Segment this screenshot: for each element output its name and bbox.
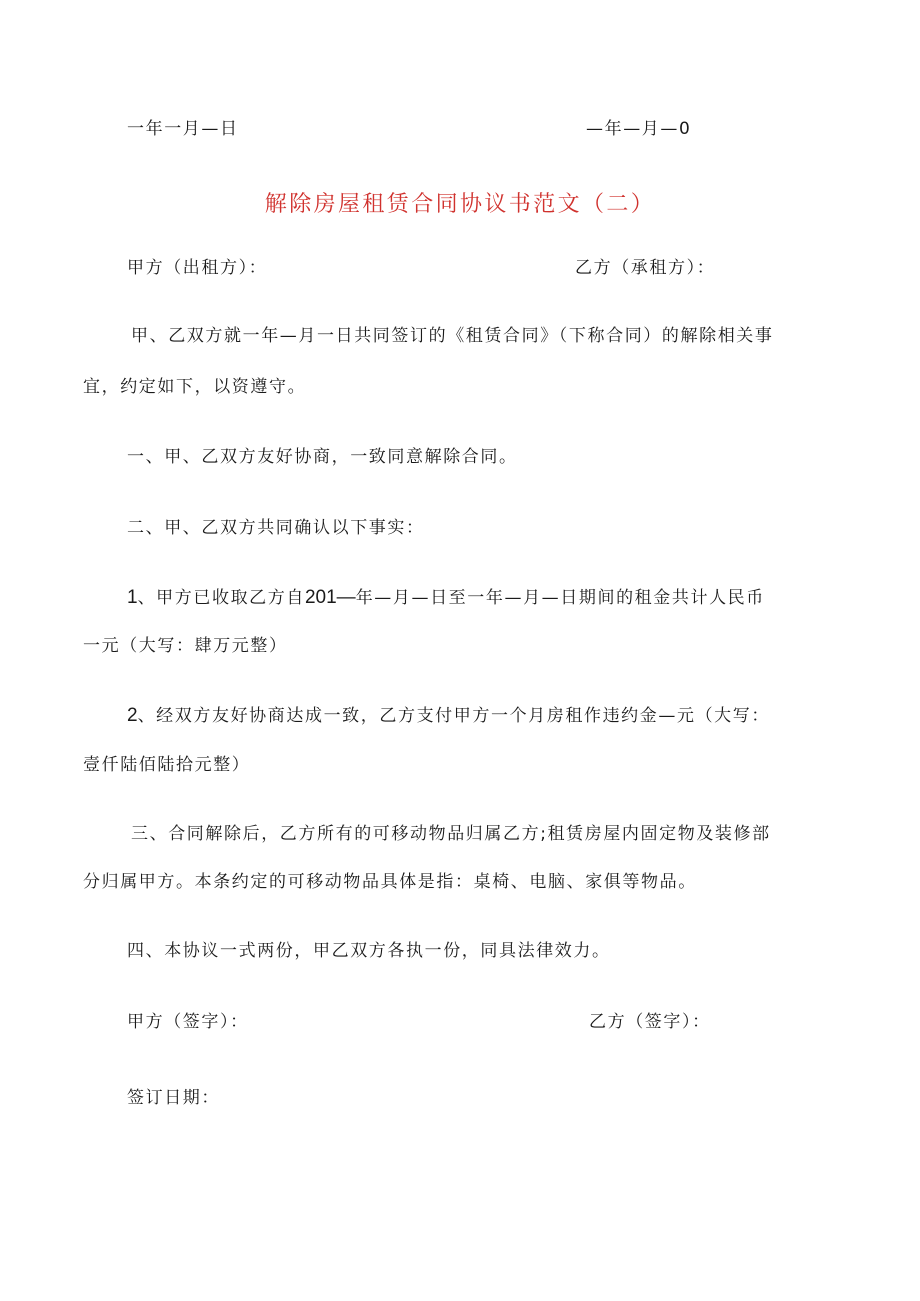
header-date-left: 一年一月—日 [127, 119, 239, 139]
item-two-number: 2 [127, 705, 138, 726]
intro-line-2: 宜，约定如下，以资遵守。 [83, 377, 307, 397]
clause-one: 一、甲、乙双方友好协商，一致同意解除合同。 [127, 447, 518, 467]
item-two-line-2: 壹仟陆佰陆拾元整） [83, 755, 251, 775]
item-one-number: 1 [127, 587, 138, 608]
item-two-text: 、经双方友好协商达成一致，乙方支付甲方一个月房租作违约金—元（大写： [137, 706, 770, 726]
party-b-lessee: 乙方（承租方）： [575, 258, 716, 278]
signing-date-label: 签订日期： [127, 1088, 220, 1108]
item-one-line-2: 一元（大写：肆万元整） [83, 636, 288, 656]
item-one-text-a: 、甲方已收取乙方自 [137, 588, 305, 608]
item-one-year: 201— [304, 587, 356, 608]
item-two-line-1 [127, 704, 770, 728]
clause-two: 二、甲、乙双方共同确认以下事实： [127, 518, 425, 538]
item-one-text-b: 年—月—日至一年—月—日期间的租金共计人民币 [355, 588, 765, 608]
signature-party-a: 甲方（签字）： [127, 1012, 249, 1032]
item-one-line-1 [127, 586, 765, 610]
clause-four: 四、本协议一式两份，甲乙双方各执一份，同具法律效力。 [127, 941, 611, 961]
document-title: 解除房屋租赁合同协议书范文（二） [264, 192, 656, 217]
signature-party-b: 乙方（签字）： [589, 1012, 711, 1032]
clause-three-line-2: 分归属甲方。本条约定的可移动物品具体是指：桌椅、电脑、家俱等物品。 [83, 872, 697, 892]
intro-line-1: 甲、乙双方就一年—月一日共同签订的《租赁合同》（下称合同）的解除相关事 [131, 326, 774, 346]
clause-three-line-1: 三、合同解除后，乙方所有的可移动物品归属乙方;租赁房屋内固定物及装修部 [131, 824, 771, 844]
party-a-lessor: 甲方（出租方）： [127, 258, 268, 278]
header-date-right: —年—月—0 [586, 119, 692, 139]
